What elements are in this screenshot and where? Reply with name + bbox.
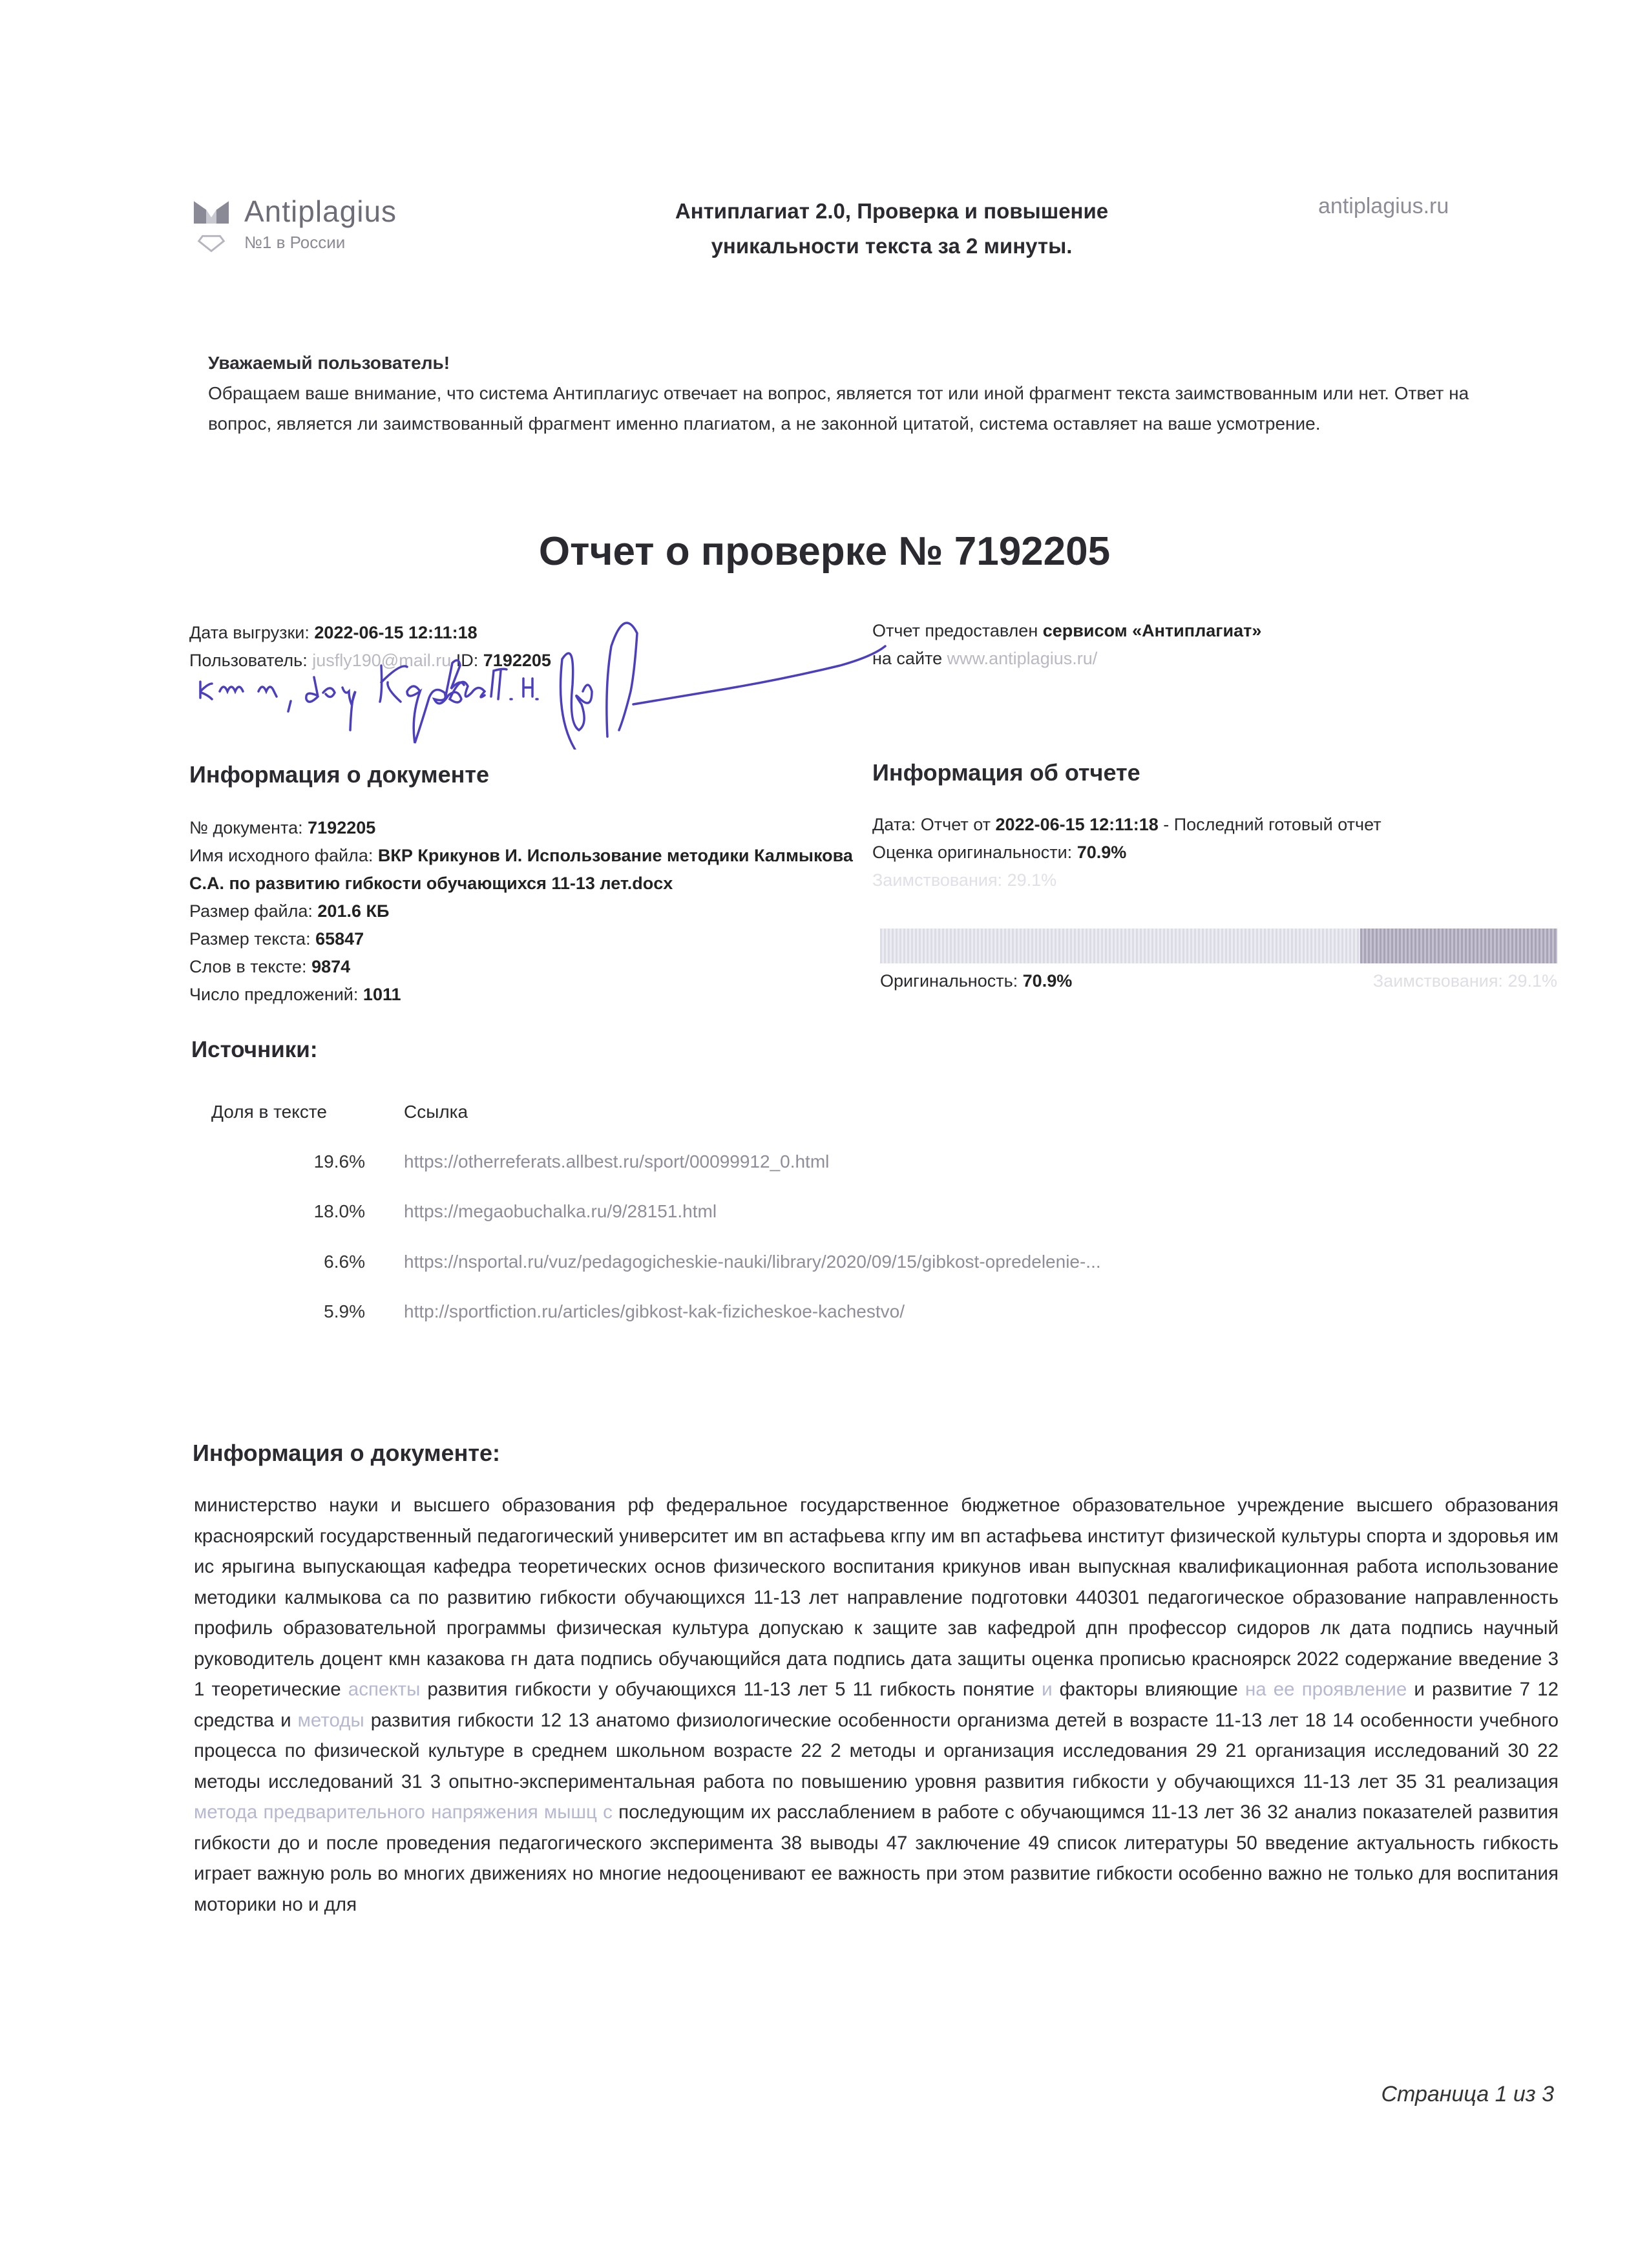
source-link[interactable]: https://nsportal.ru/vuz/pedagogicheskie-nauki/library/2020/09/15/gibkost-opredelenie-... <box>404 1252 1101 1272</box>
logo <box>193 194 397 253</box>
doc-field: Размер файла: 201.6 КБ <box>189 901 390 921</box>
sources-heading: Источники: <box>191 1037 318 1062</box>
provided-label: Отчет предоставлен <box>872 621 1038 640</box>
report-title: Отчет о проверке № 7192205 <box>538 529 1111 574</box>
source-row <box>194 1252 1357 1272</box>
col-share-header: Доля в тексте <box>211 1102 327 1122</box>
source-row <box>194 1151 1357 1172</box>
col-link-header: Ссылка <box>404 1102 468 1122</box>
notice <box>208 348 1513 439</box>
page-number: Страница 1 из 3 <box>1381 2082 1554 2106</box>
doc-text-body <box>194 1490 1559 1920</box>
matched-fragment: и <box>1042 1679 1053 1700</box>
antiplagius-logo-icon <box>193 194 230 253</box>
sources-table-header <box>194 1102 1357 1122</box>
borrowing-text: Заимствования: 29.1% <box>872 870 1057 890</box>
provided-value: сервисом «Антиплагиат» <box>1042 621 1262 640</box>
logo-tagline: №1 в России <box>244 233 346 252</box>
doc-field: Имя исходного файла: ВКР Крикунов И. Использование методики Калмыкова С.А. по развитию гибкости обучающихся 11-13 лет.docx <box>189 846 853 893</box>
source-link[interactable]: https://megaobuchalka.ru/9/28151.html <box>404 1201 717 1221</box>
doc-field: Слов в тексте: 9874 <box>189 957 351 976</box>
id-value: 7192205 <box>483 651 551 670</box>
text-fragment: развития гибкости у обучающихся 11-13 лет 5 11 гибкость понятие <box>420 1679 1042 1700</box>
source-link[interactable]: http://sportfiction.ru/articles/gibkost-kak-fizicheskoe-kachestvo/ <box>404 1301 905 1321</box>
source-row <box>194 1201 1357 1222</box>
text-fragment: министерство науки и высшего образования рф федеральное государственное бюджетное образовательное учреждение высшего образования красноярский государственный педагогический университет им вп астафьева кгпу им вп астафьева институт физической культуры спорта и здоровья им ис ярыгина выпускающая кафедра теоретических основ физического воспитания крикунов иван выпускная квалификационная работа использование методики калмыкова са по развитию гибкости обучающихся 11-13 лет направление подготовки 440301 педагогическое образование направленность профиль образовательной программы физическая культура допускаю к защите зав кафедрой дпн профессор сидоров лк дата подпись научный руководитель доцент кмн казакова гн дата подпись обучающийся дата подпись дата защиты оценка прописью красноярск 2022 содержание введение 3 1 теоретические <box>194 1495 1559 1700</box>
text-fragment: развития гибкости 12 13 анатомо физиологические особенности организма детей в возрасте 11-13 лет 18 14 особенности учебного процесса по физической культуре в среднем школьном возрасте 22 2 методы и организация исследования 29 21 организация исследований 30 22 методы исследований 31 3 опытно-экспериментальная работа по повышению уровня развития гибкости у обучающихся 11-13 лет 35 31 реализация <box>194 1709 1559 1792</box>
source-share: 6.6% <box>324 1252 365 1272</box>
bar-borrow-caption: Заимствования: 29.1% <box>1372 971 1557 991</box>
doc-info-fields <box>189 814 861 1009</box>
doc-field: Число предложений: 1011 <box>189 985 401 1004</box>
source-row <box>194 1301 1357 1322</box>
handwritten-signature <box>187 620 950 750</box>
logo-name: Antiplagius <box>244 194 397 228</box>
notice-text: Обращаем ваше внимание, что система Антиплагиус отвечает на вопрос, является тот или иной фрагмент текста заимствованным или нет. Ответ на вопрос, является ли заимствованный фрагмент именно плагиатом, а не законной цитатой, система оставляет на ваше усмотрение. <box>208 383 1469 434</box>
text-fragment: и развитие 7 12 средства и <box>194 1679 1559 1731</box>
site-label: на сайте <box>872 649 943 668</box>
source-share: 19.6% <box>313 1151 365 1171</box>
matched-fragment: аспекты <box>348 1679 421 1700</box>
originality-bar-fill <box>880 929 1360 963</box>
source-share: 18.0% <box>313 1201 365 1221</box>
report-date-suffix: - Последний готовый отчет <box>1158 815 1381 834</box>
text-fragment: последующим их расслаблением в работе с обучающимся 11-13 лет 36 32 анализ показателей развития гибкости до и после проведения педагогического эксперимента 38 выводы 47 заключение 49 список литературы 50 введение актуальность гибкость играет важную роль во многих движениях но многие недооценивают ее важность при этом развитие гибкости особенно важно не только для воспитания моторики но и для <box>194 1801 1559 1915</box>
matched-fragment: на ее проявление <box>1245 1679 1407 1700</box>
upload-date-value: 2022-06-15 12:11:18 <box>314 623 478 642</box>
source-link[interactable]: https://otherreferats.allbest.ru/sport/00099912_0.html <box>404 1151 830 1171</box>
header-title-line2: уникальности текста за 2 минуты. <box>711 234 1073 258</box>
user-email: jusfly190@mail.ru <box>312 651 452 670</box>
doc-info-heading: Информация о документе <box>189 761 490 788</box>
doc-field: № документа: 7192205 <box>189 818 376 837</box>
header-title <box>549 194 1234 264</box>
upload-date-label: Дата выгрузки: <box>189 623 310 642</box>
notice-title: Уважаемый пользователь! <box>208 353 450 373</box>
doc-field: Размер текста: 65847 <box>189 929 364 949</box>
matched-fragment: методы <box>297 1709 364 1731</box>
borrowing-bar-fill <box>1360 929 1557 963</box>
originality-label: Оценка оригинальности: <box>872 843 1073 862</box>
originality-bar <box>880 929 1557 963</box>
report-info-heading: Информация об отчете <box>872 759 1140 786</box>
report-date-label: Дата: Отчет от <box>872 815 991 834</box>
header-site-link[interactable]: antiplagius.ru <box>1318 194 1449 218</box>
bar-orig-caption: Оригинальность: 70.9% <box>880 971 1073 991</box>
report-info-fields <box>872 811 1381 894</box>
id-label: ID: <box>456 651 479 670</box>
text-fragment: факторы влияющие <box>1052 1679 1245 1700</box>
header-title-line1: Антиплагиат 2.0, Проверка и повышение <box>675 199 1109 223</box>
originality-value: 70.9% <box>1077 843 1127 862</box>
source-share: 5.9% <box>324 1301 365 1321</box>
site-link[interactable]: www.antiplagius.ru/ <box>947 649 1098 668</box>
doc-text-heading: Информация о документе: <box>193 1440 501 1466</box>
matched-fragment: метода предварительного напряжения мышц с <box>194 1801 613 1823</box>
report-date-value: 2022-06-15 12:11:18 <box>995 815 1159 834</box>
user-label: Пользователь: <box>189 651 308 670</box>
